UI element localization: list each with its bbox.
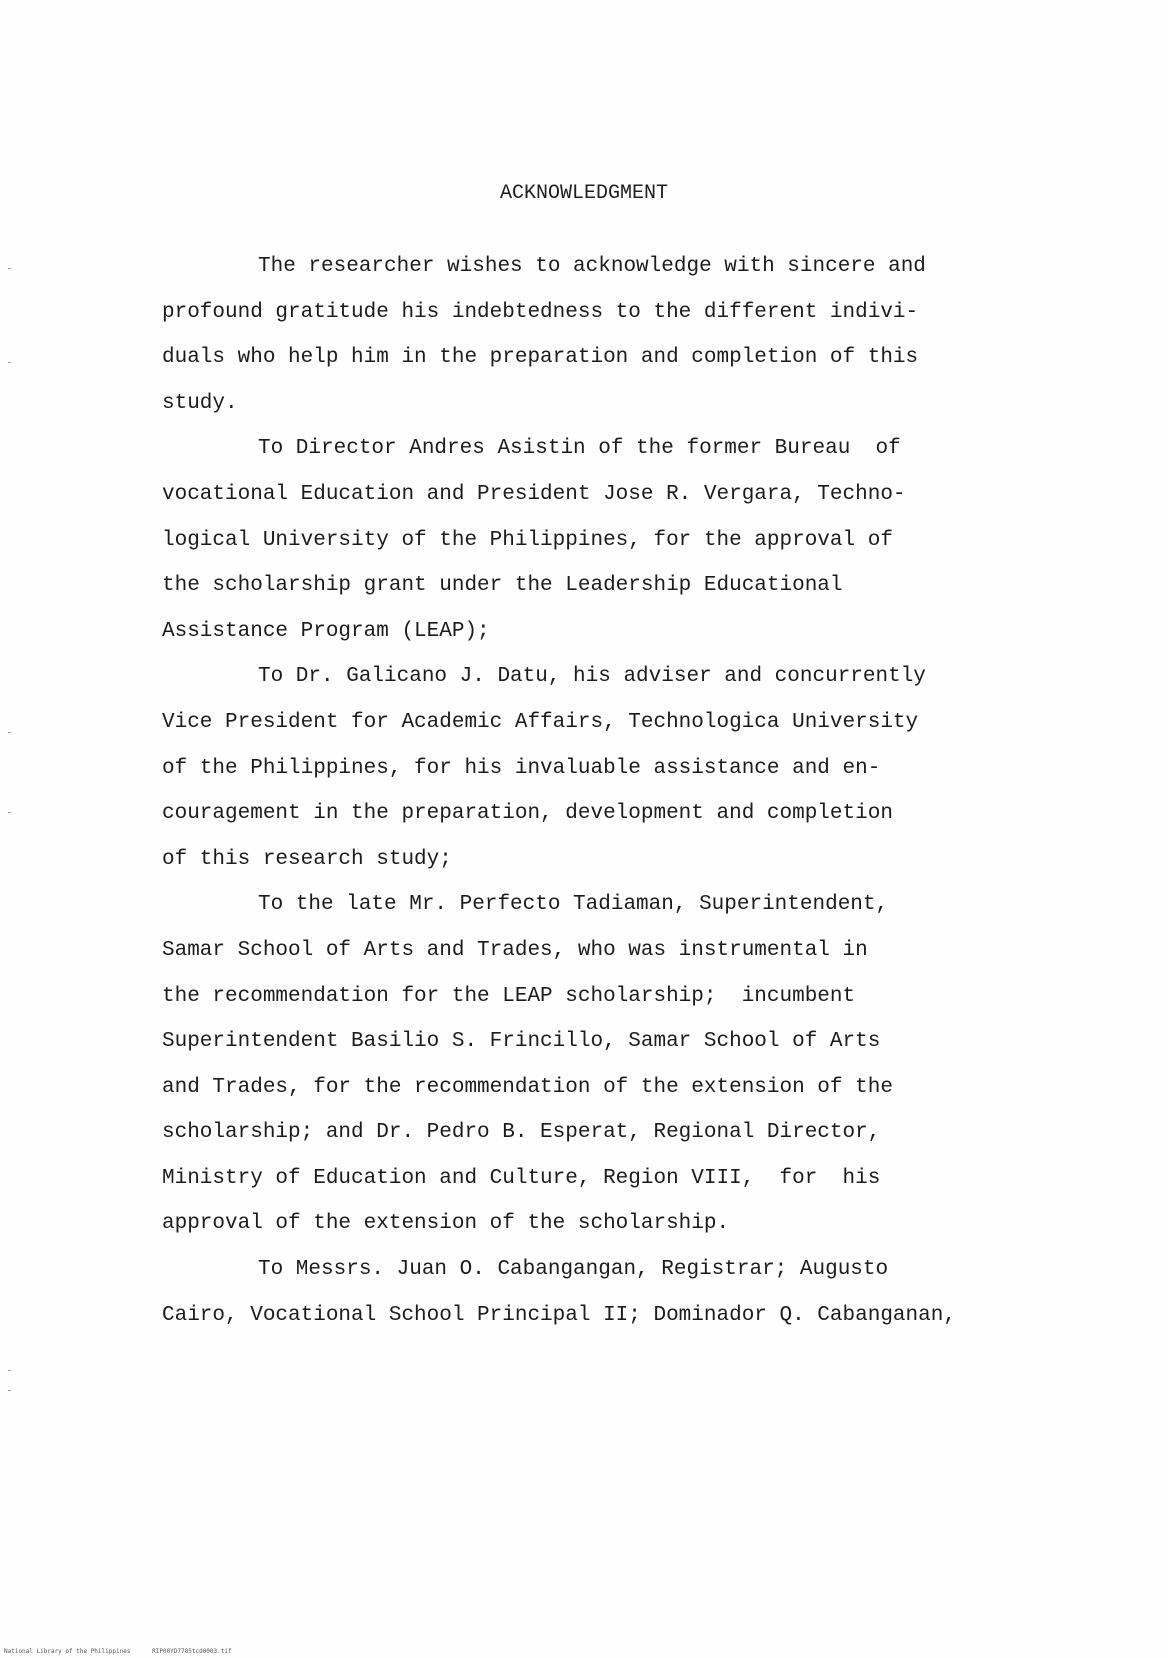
paragraph-4 [162, 882, 956, 1247]
text-line: Cairo, Vocational School Principal II; Dominador Q. Cabanganan, [162, 1303, 956, 1327]
paragraph-2 [162, 426, 956, 654]
text-line: of the Philippines, for his invaluable assistance and en- [162, 756, 881, 780]
page-heading: ACKNOWLEDGMENT [499, 182, 669, 205]
scan-artifact [8, 812, 11, 813]
text-line: approval of the extension of the scholarship. [162, 1212, 730, 1236]
footer-file: RIP00YD7785tcd0003.tif [152, 1648, 232, 1655]
text-line: To Dr. Galicano J. Datu, his adviser and concurrently [258, 665, 926, 689]
text-line: couragement in the preparation, development and completion [162, 802, 893, 826]
text-line: Samar School of Arts and Trades, who was instrumental in [162, 938, 868, 962]
text-line: the scholarship grant under the Leadership Educational [162, 574, 843, 598]
acknowledgment-body [162, 244, 956, 1338]
paragraph-3 [162, 654, 956, 882]
paragraph-1 [162, 244, 956, 426]
text-line: profound gratitude his indebtedness to the different indivi- [162, 300, 919, 324]
text-line: The researcher wishes to acknowledge with sincere and [258, 255, 926, 278]
text-line: study. [162, 391, 238, 415]
text-line: duals who help him in the preparation and completion of this [162, 346, 919, 370]
text-line: scholarship; and Dr. Pedro B. Esperat, Regional Director, [162, 1121, 881, 1145]
text-line: Vice President for Academic Affairs, Technologica University [162, 710, 919, 734]
footer-library: National Library of the Philippines [4, 1648, 131, 1655]
paragraph-5 [162, 1247, 956, 1338]
text-line: the recommendation for the LEAP scholarship; incumbent [162, 984, 856, 1008]
scan-artifact [8, 268, 11, 269]
text-line: To the late Mr. Perfecto Tadiaman, Superintendent, [258, 893, 889, 917]
text-line: and Trades, for the recommendation of the extension of the [162, 1075, 893, 1099]
scan-artifact [8, 362, 11, 363]
text-line: To Director Andres Asistin of the former Bureau of [258, 437, 901, 461]
text-line: Assistance Program (LEAP); [162, 619, 490, 643]
scan-footer [4, 1648, 232, 1655]
text-line: of this research study; [162, 847, 452, 871]
text-line: Ministry of Education and Culture, Region VIII, for his [162, 1166, 881, 1190]
text-line: logical University of the Philippines, for the approval of [162, 528, 893, 552]
text-line: vocational Education and President Jose R. Vergara, Techno- [162, 482, 906, 506]
scan-artifact [8, 1370, 11, 1371]
scan-artifact [8, 732, 11, 733]
text-line: Superintendent Basilio S. Frincillo, Samar School of Arts [162, 1030, 881, 1054]
text-line: To Messrs. Juan O. Cabangangan, Registrar; Augusto [258, 1258, 889, 1282]
scan-artifact [8, 1390, 11, 1391]
